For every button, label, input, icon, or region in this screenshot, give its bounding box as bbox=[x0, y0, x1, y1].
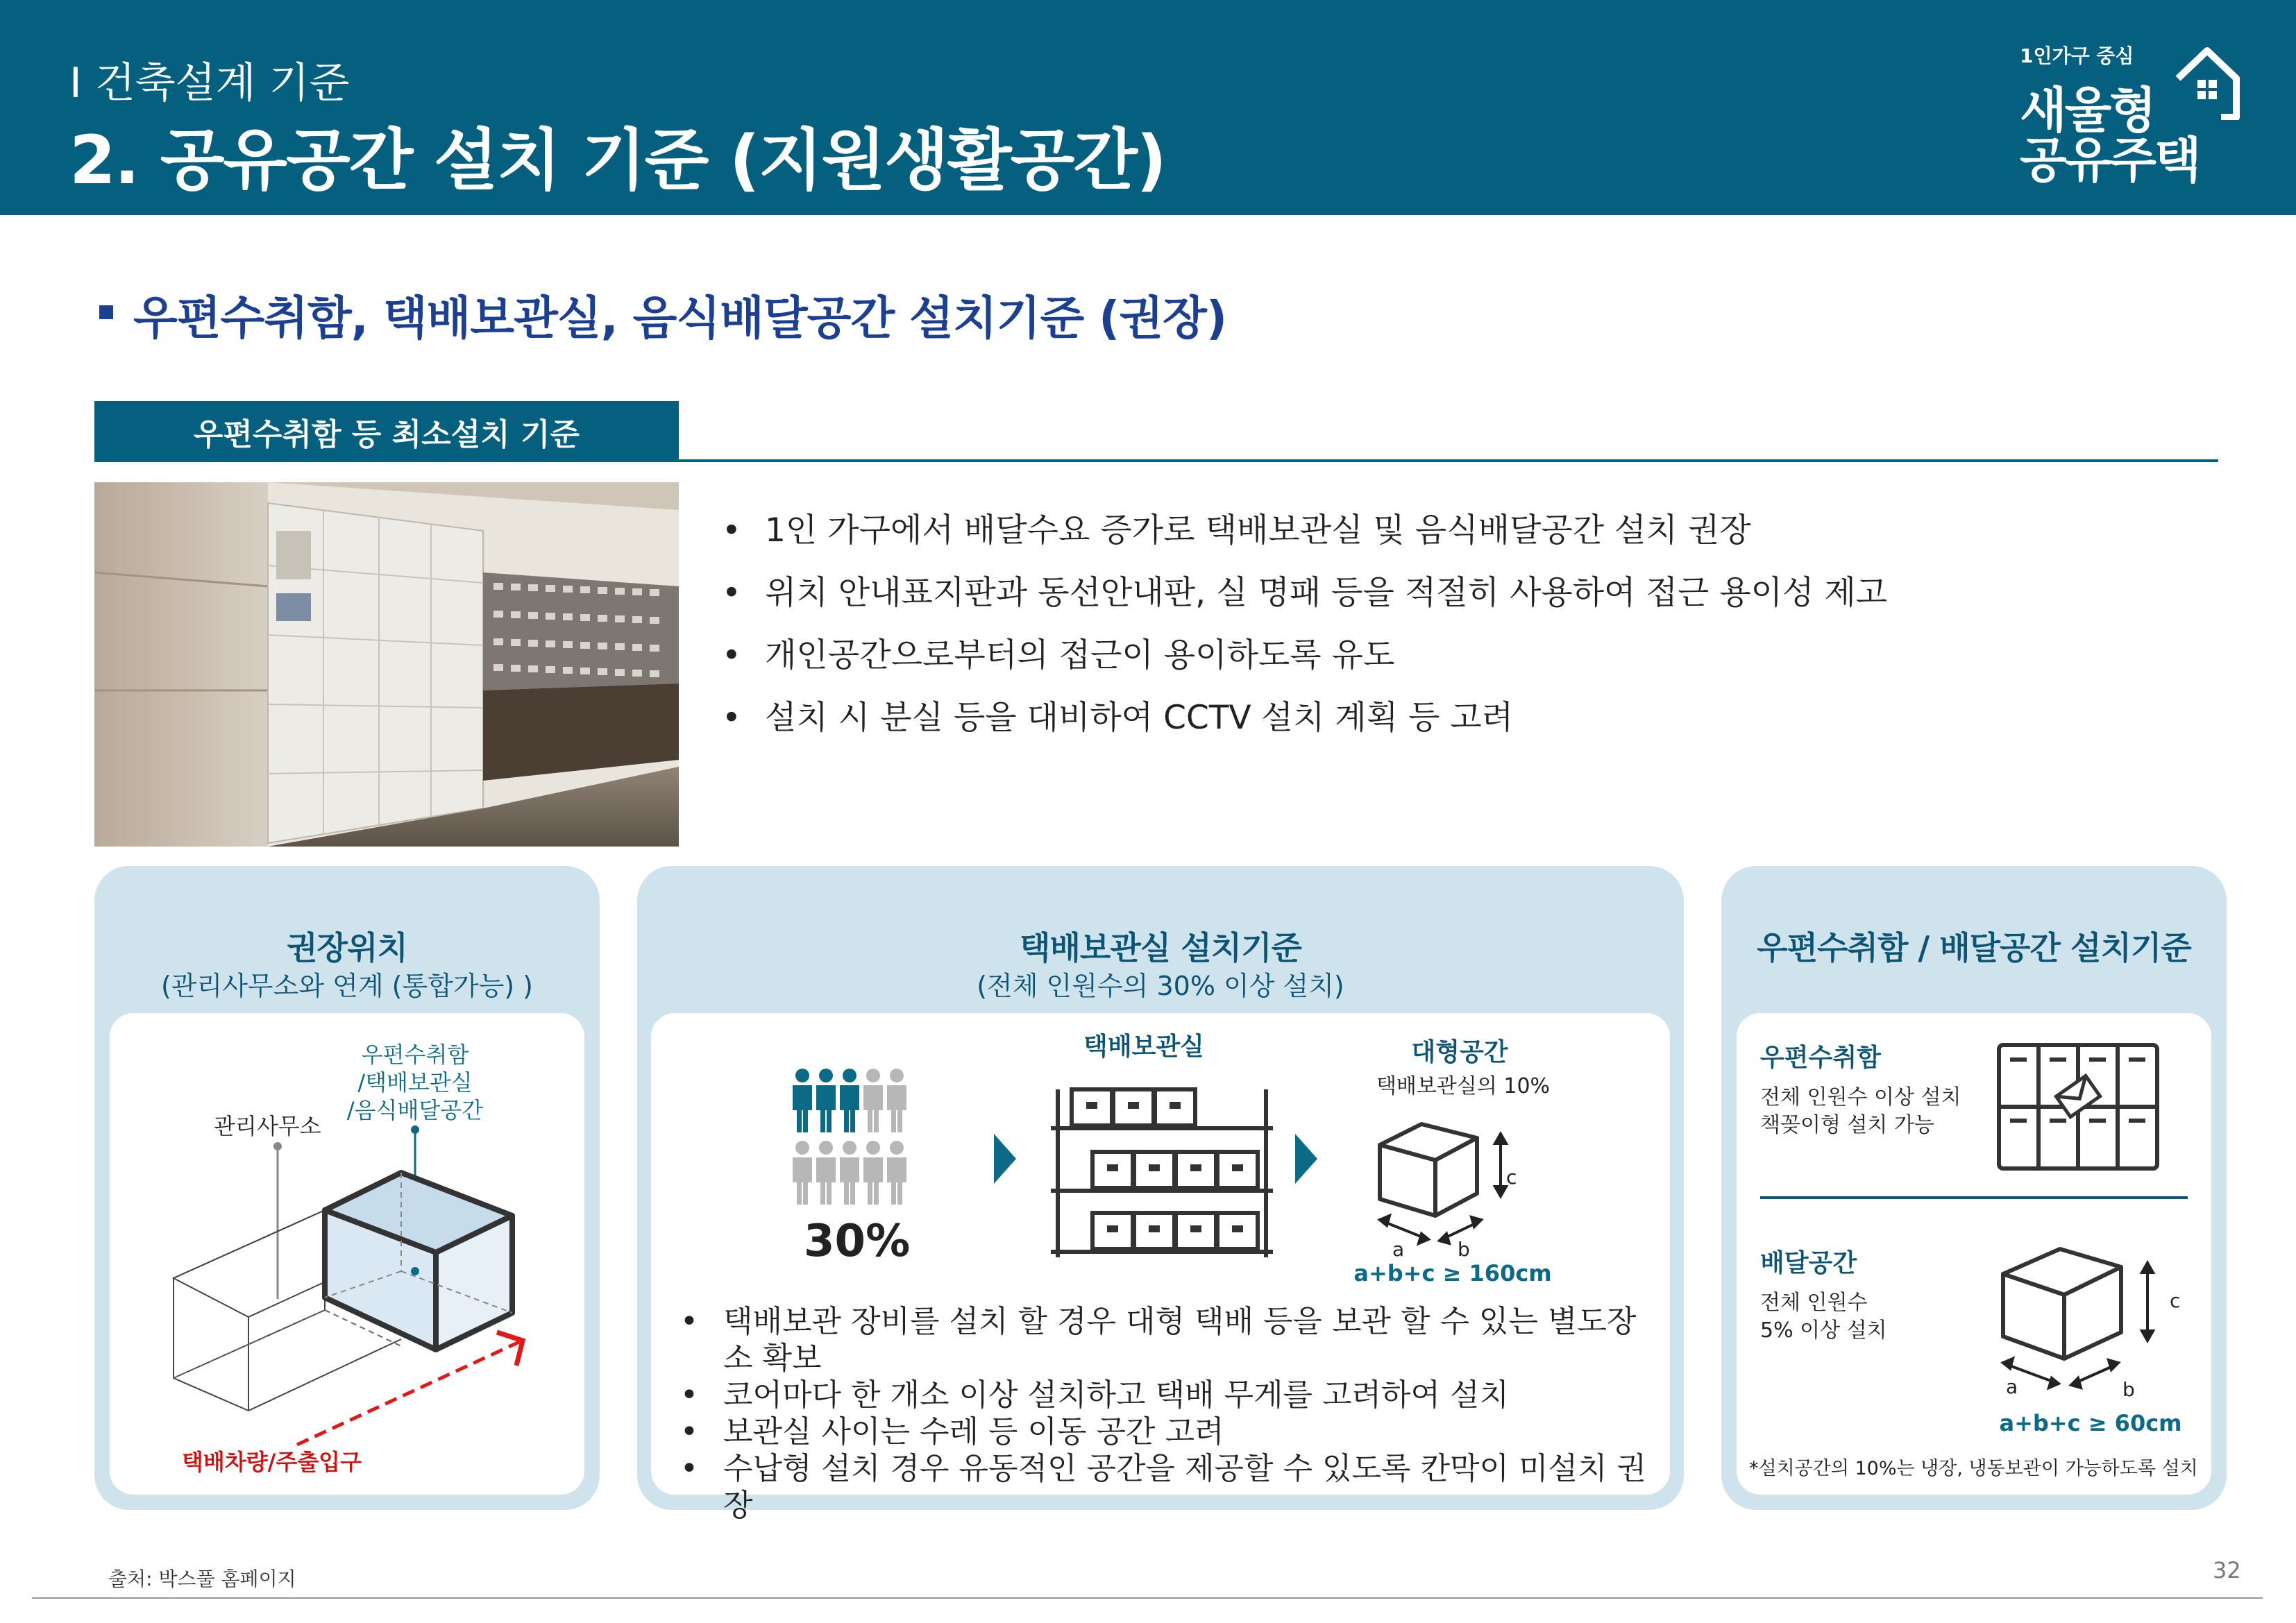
person-icon bbox=[863, 1141, 883, 1205]
dim-a-label: a bbox=[1392, 1238, 1405, 1261]
panel-title: 택배보관실 설치기준 bbox=[1020, 929, 1301, 967]
panel-subtitle: (관리사무소와 연계 (통합가능) ) bbox=[160, 971, 534, 1001]
logo-line-1: 새울형 bbox=[2020, 82, 2154, 139]
location-diagram bbox=[110, 1013, 584, 1495]
list-item: • 위치 안내표지판과 동선안내판, 실 명패 등을 적절히 사용하여 접근 용이성 제고 bbox=[722, 562, 2110, 624]
panel-recommended-location bbox=[94, 866, 600, 1510]
locker-room-photo bbox=[94, 482, 679, 847]
header-bar bbox=[0, 0, 2296, 215]
dim-b-label: b bbox=[1458, 1238, 1470, 1261]
mailbox-title: 우편수취함 bbox=[1760, 1044, 1881, 1072]
mail-room-label: 우편수취함 /택배보관실 /음식배달공간 bbox=[346, 1042, 484, 1123]
page-number: 32 bbox=[2213, 1557, 2241, 1583]
page-title: 2. 공유공간 설치 기준 (지원생활공간) bbox=[69, 121, 1166, 199]
shelf-label: 택배보관실 bbox=[1083, 1033, 1204, 1061]
dim-b-label: b bbox=[2122, 1378, 2135, 1401]
panel-subtitle: (전체 인원수의 30% 이상 설치) bbox=[977, 971, 1344, 1001]
dim-c-label: c bbox=[1506, 1166, 1517, 1189]
person-icon bbox=[887, 1141, 906, 1205]
logo-line-2: 공유주택 bbox=[2020, 132, 2200, 189]
arrow-right-icon bbox=[1292, 1131, 1320, 1187]
list-item: • 택배보관 장비를 설치 할 경우 대형 택배 등을 보관 할 수 있는 별도장소 확보 bbox=[680, 1303, 1652, 1377]
delivery-line-2: 5% 이상 설치 bbox=[1760, 1318, 1887, 1343]
person-icon bbox=[887, 1069, 906, 1132]
list-item: • 개인공간으로부터의 접근이 용이하도록 유도 bbox=[722, 624, 2110, 687]
office-label: 관리사무소 bbox=[214, 1113, 321, 1139]
panel-title: 우편수취함 / 배달공간 설치기준 bbox=[1757, 929, 2191, 967]
list-item: • 코어마다 한 개소 이상 설치하고 택배 무게를 고려하여 설치 bbox=[680, 1377, 1652, 1413]
person-icon bbox=[816, 1141, 836, 1205]
person-icon bbox=[863, 1069, 883, 1132]
cold-storage-note: *설치공간의 10%는 냉장, 냉동보관이 가능하도록 설치 bbox=[1749, 1458, 2198, 1479]
person-highlight-icon bbox=[840, 1069, 859, 1132]
box-dimension-icon bbox=[1996, 1239, 2170, 1399]
list-item: • 수납형 설치 경우 유동적인 공간을 제공할 수 있도록 칸막이 미설치 권장 bbox=[680, 1450, 1652, 1524]
dim-a-label: a bbox=[2006, 1375, 2018, 1398]
list-item: • 설치 시 분실 등을 대비하여 CCTV 설치 계획 등 고려 bbox=[722, 687, 2110, 749]
source-note: 출처: 박스풀 홈페이지 bbox=[108, 1567, 296, 1590]
person-icon bbox=[793, 1141, 812, 1205]
delivery-line-1: 전체 인원수 bbox=[1760, 1291, 1868, 1315]
tab-divider bbox=[679, 459, 2218, 462]
house-icon bbox=[2172, 44, 2242, 120]
chapter-kicker: I 건축설계 기준 bbox=[69, 59, 350, 108]
mailbox-line-1: 전체 인원수 이상 설치 bbox=[1760, 1085, 1961, 1110]
list-item: • 1인 가구에서 배달수요 증가로 택배보관실 및 음식배달공간 설치 권장 bbox=[722, 500, 2110, 562]
person-highlight-icon bbox=[793, 1069, 812, 1132]
mailbox-delivery-diagram bbox=[1737, 1013, 2211, 1495]
building-isometric-diagram bbox=[110, 1013, 584, 1495]
criteria-tab: 우편수취함 등 최소설치 기준 bbox=[94, 401, 679, 462]
brand-logo bbox=[2013, 38, 2242, 189]
parcel-room-notes bbox=[680, 1303, 1652, 1524]
mailbox-icon bbox=[1995, 1041, 2161, 1173]
person-highlight-icon bbox=[816, 1069, 836, 1132]
panel-mailbox-delivery bbox=[1721, 866, 2227, 1510]
parcel-room-diagram bbox=[651, 1013, 1670, 1523]
person-icon bbox=[840, 1141, 859, 1205]
logo-tagline: 1인가구 중심 bbox=[2020, 44, 2134, 67]
footer-divider bbox=[32, 1597, 2263, 1599]
requirements-list bbox=[722, 500, 2110, 749]
formula-label: a+b+c ≥ 160cm bbox=[1353, 1260, 1552, 1286]
people-icon bbox=[790, 1062, 915, 1207]
large-space-sub: 택배보관실의 10% bbox=[1376, 1074, 1551, 1098]
arrow-right-icon bbox=[991, 1131, 1019, 1187]
delivery-title: 배달공간 bbox=[1760, 1249, 1857, 1277]
percent-value: 30% bbox=[804, 1216, 911, 1267]
dim-c-label: c bbox=[2170, 1289, 2181, 1312]
entrance-label: 택배차량/주출입구 bbox=[182, 1449, 362, 1475]
section-title: 우편수취함, 택배보관실, 음식배달공간 설치기준 (권장) bbox=[133, 291, 1227, 345]
parcel-shelf-icon bbox=[1048, 1076, 1277, 1263]
section-bullet-icon bbox=[99, 305, 113, 319]
mailbox-line-2: 책꽂이형 설치 가능 bbox=[1760, 1113, 1934, 1137]
panel-title: 권장위치 bbox=[287, 929, 407, 967]
formula-label: a+b+c ≥ 60cm bbox=[1999, 1410, 2182, 1436]
large-space-label: 대형공간 bbox=[1411, 1038, 1508, 1067]
panel-divider bbox=[1760, 1196, 2188, 1199]
panel-parcel-room bbox=[637, 866, 1684, 1523]
list-item: • 보관실 사이는 수레 등 이동 공간 고려 bbox=[680, 1413, 1652, 1450]
